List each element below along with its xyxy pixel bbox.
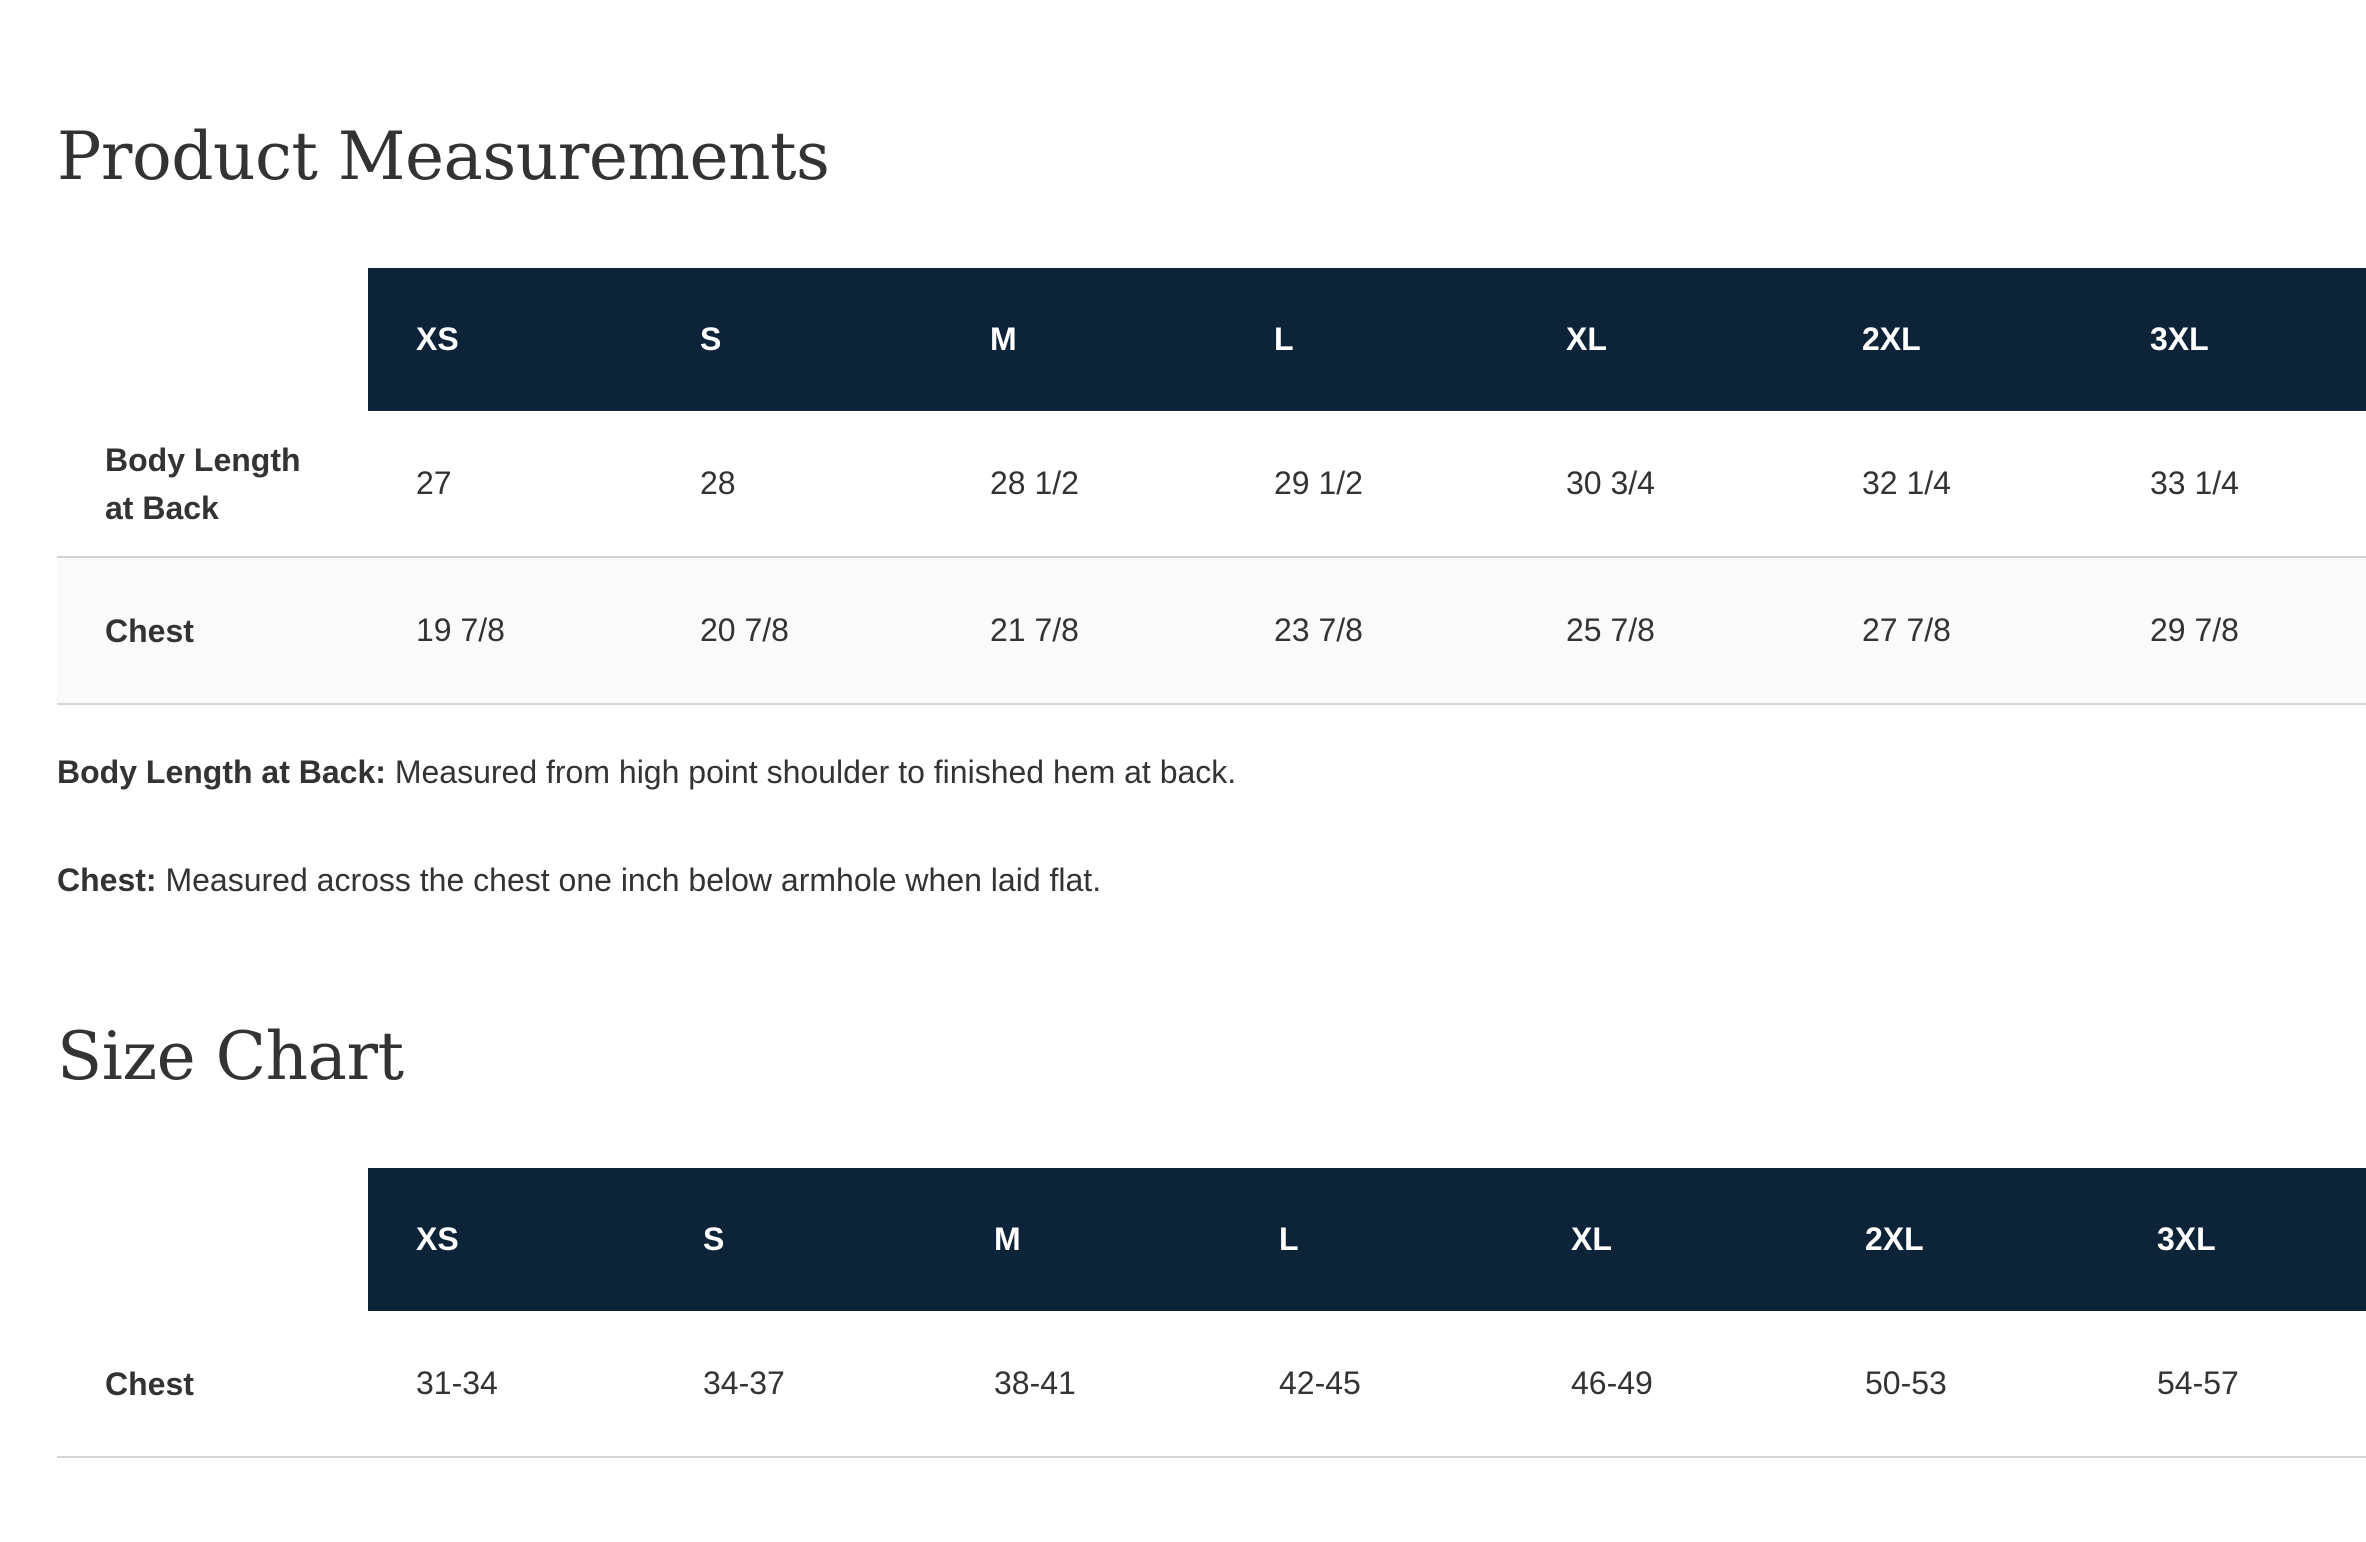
header-size-l: L xyxy=(1279,1221,1299,1257)
table-cell: 32 1/4 xyxy=(1862,465,1951,501)
row-label-chest: Chest xyxy=(105,612,194,649)
table-cell: 19 7/8 xyxy=(416,612,505,648)
note-text: Measured from high point shoulder to finished hem at back. xyxy=(385,754,1237,790)
header-size-xl: XL xyxy=(1566,321,1607,357)
note-chest xyxy=(57,862,1101,899)
size-chart-header-row xyxy=(368,1168,2366,1311)
measurements-table xyxy=(57,268,2366,704)
table-cell: 27 7/8 xyxy=(1862,612,1951,648)
note-text: Measured across the chest one inch below armhole when laid flat. xyxy=(156,862,1102,898)
table-cell: 20 7/8 xyxy=(700,612,789,648)
header-size-s: S xyxy=(700,321,722,357)
header-size-m: M xyxy=(994,1221,1021,1257)
table-cell: 29 1/2 xyxy=(1274,465,1363,501)
note-term: Chest: xyxy=(57,862,157,898)
table-cell: 34-37 xyxy=(703,1365,785,1401)
table-cell: 27 xyxy=(416,465,452,501)
table-cell: 50-53 xyxy=(1865,1365,1947,1401)
header-size-2xl: 2XL xyxy=(1862,321,1921,357)
table-row xyxy=(57,558,2366,705)
table-cell: 42-45 xyxy=(1279,1365,1361,1401)
size-chart-title: Size Chart xyxy=(57,1018,404,1095)
header-size-m: M xyxy=(990,321,1017,357)
note-body-length xyxy=(57,754,1236,791)
header-size-xs: XS xyxy=(416,1221,459,1257)
table-row xyxy=(57,411,2366,558)
table-cell: 54-57 xyxy=(2157,1365,2239,1401)
table-cell: 25 7/8 xyxy=(1566,612,1655,648)
table-cell: 28 xyxy=(700,465,736,501)
table-cell: 23 7/8 xyxy=(1274,612,1363,648)
row-label-chest: Chest xyxy=(105,1365,194,1402)
table-cell: 46-49 xyxy=(1571,1365,1653,1401)
note-term: Body Length at Back: xyxy=(57,754,386,790)
header-size-xl: XL xyxy=(1571,1221,1612,1257)
header-size-3xl: 3XL xyxy=(2150,321,2209,357)
header-size-xs: XS xyxy=(416,321,459,357)
table-row xyxy=(57,1311,2366,1458)
header-size-l: L xyxy=(1274,321,1294,357)
table-cell: 33 1/4 xyxy=(2150,465,2239,501)
table-cell: 29 7/8 xyxy=(2150,612,2239,648)
table-cell: 31-34 xyxy=(416,1365,498,1401)
header-size-3xl: 3XL xyxy=(2157,1221,2216,1257)
table-cell: 38-41 xyxy=(994,1365,1076,1401)
header-size-s: S xyxy=(703,1221,725,1257)
table-cell: 30 3/4 xyxy=(1566,465,1655,501)
table-cell: 21 7/8 xyxy=(990,612,1079,648)
measurements-title: Product Measurements xyxy=(57,118,830,195)
header-size-2xl: 2XL xyxy=(1865,1221,1924,1257)
size-chart-table xyxy=(57,1168,2366,1458)
measurements-header-row xyxy=(368,268,2366,411)
table-cell: 28 1/2 xyxy=(990,465,1079,501)
row-label-body-length: Body Length at Back xyxy=(105,441,301,526)
